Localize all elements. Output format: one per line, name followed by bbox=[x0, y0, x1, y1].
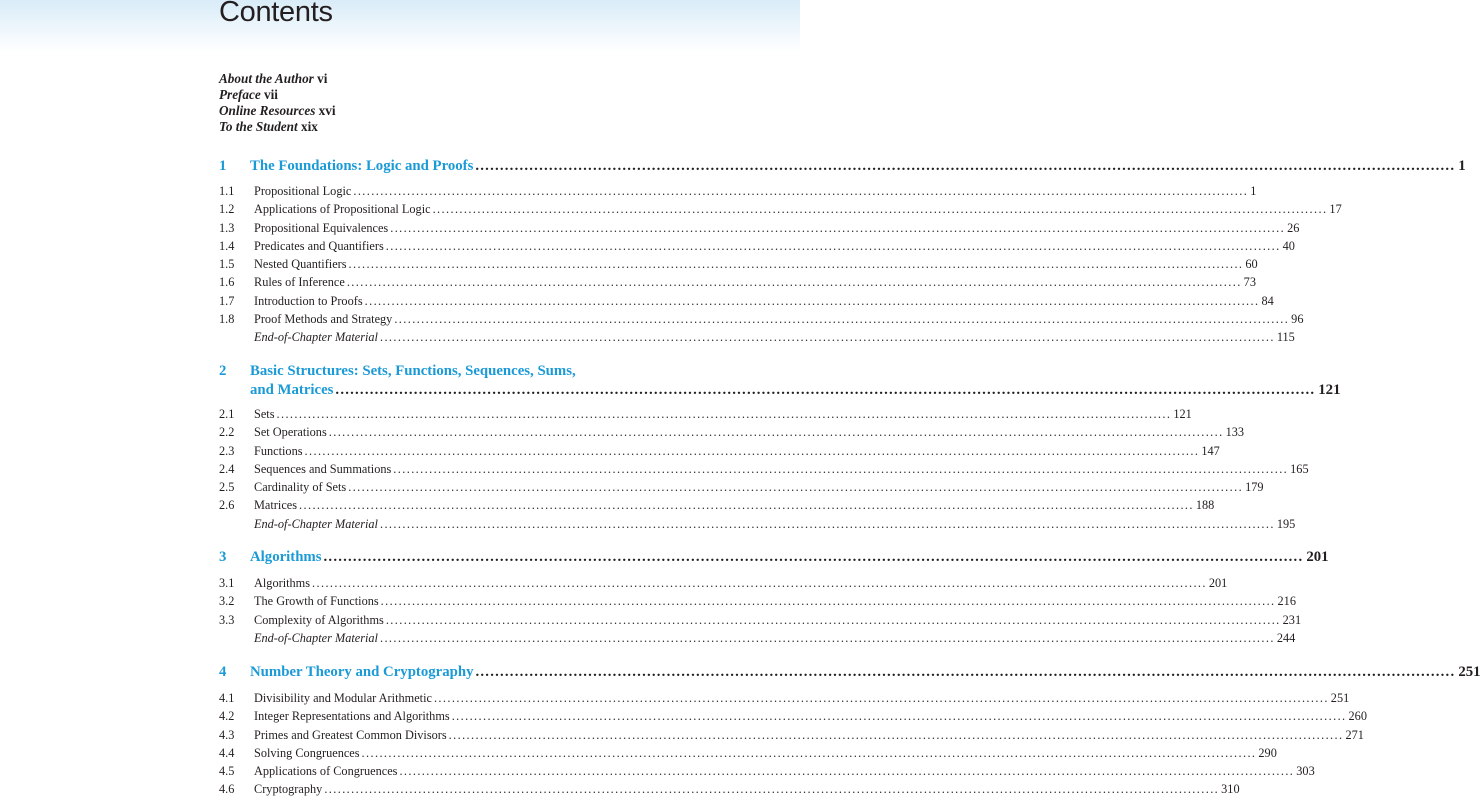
section-title: Sets bbox=[254, 407, 275, 421]
section-page: 147 bbox=[1201, 443, 1220, 458]
chapter-number: 3 bbox=[219, 549, 227, 565]
section-page: 260 bbox=[1348, 709, 1367, 724]
section-page: 179 bbox=[1245, 480, 1264, 495]
dot-leader: ........................................................................................................................................................................................................ bbox=[433, 691, 1329, 705]
section-page: 165 bbox=[1290, 461, 1309, 476]
section-number: 1.4 bbox=[219, 238, 235, 253]
section-title: End-of-Chapter Material bbox=[254, 330, 378, 345]
section-title: Integer Representations and Algorithms bbox=[254, 709, 450, 724]
chapter-2-sections bbox=[219, 405, 1309, 533]
dot-leader: ........................................................................................................................................................................................................ bbox=[385, 612, 1281, 627]
section-number: 4.3 bbox=[219, 727, 235, 742]
section-title: Proof Methods and Strategy bbox=[254, 312, 393, 327]
section-page: 195 bbox=[1276, 516, 1296, 531]
dot-leader: ........................................................................................................................................................................................................ bbox=[335, 382, 1316, 398]
chapter-title: Basic Structures: Sets, Functions, Sequences, Sums, bbox=[250, 363, 576, 379]
chapter-4-sections bbox=[219, 689, 1367, 799]
section-row[interactable] bbox=[219, 405, 1192, 423]
dot-leader: ........................................................................................................................................................................................................ bbox=[379, 630, 1275, 645]
dot-leader: ........................................................................................................................................................................................................ bbox=[323, 549, 1304, 565]
section-title: Cryptography bbox=[254, 782, 323, 797]
dot-leader: ........................................................................................................................................................................................................ bbox=[353, 184, 1249, 198]
section-number: 4.5 bbox=[219, 764, 235, 779]
section-row[interactable] bbox=[219, 689, 1350, 707]
chapter-number: 4 bbox=[219, 664, 227, 680]
section-number: 3.2 bbox=[219, 594, 235, 609]
front-matter-title: Online Resources bbox=[219, 103, 316, 118]
chapter-title: and Matrices bbox=[250, 382, 334, 398]
dot-leader: ........................................................................................................................................................................................................ bbox=[328, 425, 1224, 440]
section-row[interactable] bbox=[219, 460, 1309, 478]
chapter-1-sections bbox=[219, 182, 1342, 347]
section-page: 290 bbox=[1258, 745, 1277, 760]
section-title: Solving Congruences bbox=[254, 745, 360, 760]
dot-leader: ........................................................................................................................................................................................................ bbox=[348, 257, 1244, 272]
section-row[interactable] bbox=[219, 478, 1264, 496]
section-number: 1.8 bbox=[219, 312, 235, 327]
section-page: 17 bbox=[1329, 202, 1342, 217]
chapter-page: 251 bbox=[1458, 664, 1481, 680]
section-number: 1.5 bbox=[219, 257, 235, 272]
chapter-page: 201 bbox=[1306, 549, 1329, 565]
section-title: End-of-Chapter Material bbox=[254, 516, 378, 531]
section-row[interactable] bbox=[219, 515, 1296, 533]
dot-leader: ........................................................................................................................................................................................................ bbox=[448, 727, 1344, 742]
dot-leader: ........................................................................................................................................................................................................ bbox=[348, 480, 1244, 495]
section-title: The Growth of Functions bbox=[254, 594, 379, 609]
front-matter-page: xvi bbox=[318, 103, 336, 118]
dot-leader: ........................................................................................................................................................................................................ bbox=[432, 202, 1328, 217]
chapter-title: Algorithms bbox=[250, 549, 322, 565]
section-row[interactable] bbox=[219, 273, 1256, 291]
chapter-4-heading[interactable] bbox=[219, 663, 1481, 682]
chapter-3-sections bbox=[219, 574, 1302, 647]
section-page: 216 bbox=[1277, 594, 1296, 609]
chapter-3-heading[interactable] bbox=[219, 548, 1329, 567]
dot-leader: ........................................................................................................................................................................................................ bbox=[312, 576, 1207, 590]
section-page: 310 bbox=[1221, 782, 1240, 797]
section-page: 271 bbox=[1345, 727, 1364, 742]
section-title: Set Operations bbox=[254, 425, 327, 440]
section-row[interactable] bbox=[219, 780, 1240, 798]
page-title: Contents bbox=[219, 0, 333, 28]
section-title: Complexity of Algorithms bbox=[254, 612, 384, 627]
front-matter-list bbox=[219, 71, 336, 135]
front-matter-title: Preface bbox=[219, 87, 261, 102]
section-number: 4.4 bbox=[219, 745, 235, 760]
dot-leader: ........................................................................................................................................................................................................ bbox=[475, 664, 1456, 680]
front-matter-page: vi bbox=[317, 71, 328, 86]
section-number: 4.2 bbox=[219, 709, 235, 724]
section-number: 2.3 bbox=[219, 443, 235, 458]
dot-leader: ........................................................................................................................................................................................................ bbox=[393, 461, 1289, 476]
section-row[interactable] bbox=[219, 182, 1257, 200]
front-matter-item[interactable] bbox=[219, 71, 336, 87]
dot-leader: ........................................................................................................................................................................................................ bbox=[399, 764, 1295, 779]
section-title: Applications of Congruences bbox=[254, 764, 398, 779]
section-title: Introduction to Proofs bbox=[254, 293, 363, 308]
dot-leader: ........................................................................................................................................................................................................ bbox=[361, 745, 1257, 760]
section-page: 231 bbox=[1282, 612, 1302, 627]
chapter-number: 1 bbox=[219, 158, 227, 174]
section-row[interactable] bbox=[219, 707, 1367, 725]
section-page: 251 bbox=[1330, 691, 1350, 705]
dot-leader: ........................................................................................................................................................................................................ bbox=[394, 312, 1290, 327]
section-title: Nested Quantifiers bbox=[254, 257, 347, 272]
section-row[interactable] bbox=[219, 726, 1364, 744]
dot-leader: ........................................................................................................................................................................................................ bbox=[304, 443, 1200, 458]
dot-leader: ........................................................................................................................................................................................................ bbox=[346, 275, 1242, 290]
section-row[interactable] bbox=[219, 255, 1258, 273]
dot-leader: ........................................................................................................................................................................................................ bbox=[385, 238, 1281, 253]
dot-leader: ........................................................................................................................................................................................................ bbox=[324, 782, 1220, 797]
dot-leader: ........................................................................................................................................................................................................ bbox=[390, 220, 1286, 235]
section-title: Divisibility and Modular Arithmetic bbox=[254, 691, 432, 705]
chapter-title: Number Theory and Cryptography bbox=[250, 664, 474, 680]
section-row[interactable] bbox=[219, 574, 1228, 592]
section-title: Rules of Inference bbox=[254, 275, 345, 290]
section-page: 60 bbox=[1245, 257, 1258, 272]
dot-leader: ........................................................................................................................................................................................................ bbox=[379, 330, 1275, 345]
dot-leader: ........................................................................................................................................................................................................ bbox=[379, 516, 1275, 531]
section-title: Functions bbox=[254, 443, 303, 458]
section-number: 1.7 bbox=[219, 293, 235, 308]
section-page: 26 bbox=[1287, 220, 1300, 235]
section-number: 3.1 bbox=[219, 576, 235, 590]
chapter-title: The Foundations: Logic and Proofs bbox=[250, 158, 474, 174]
section-title: Cardinality of Sets bbox=[254, 480, 347, 495]
section-page: 84 bbox=[1261, 293, 1274, 308]
section-number: 2.2 bbox=[219, 425, 235, 440]
section-row[interactable] bbox=[219, 423, 1245, 441]
section-title: End-of-Chapter Material bbox=[254, 630, 378, 645]
front-matter-item[interactable] bbox=[219, 87, 336, 103]
section-page: 115 bbox=[1276, 330, 1295, 345]
section-title: Applications of Propositional Logic bbox=[254, 202, 431, 217]
section-number: 2.6 bbox=[219, 498, 235, 513]
section-row[interactable] bbox=[219, 592, 1296, 610]
section-page: 1 bbox=[1250, 184, 1257, 198]
section-row[interactable] bbox=[219, 237, 1295, 255]
front-matter-title: To the Student bbox=[219, 119, 298, 134]
section-row[interactable] bbox=[219, 200, 1342, 218]
section-title: Propositional Equivalences bbox=[254, 220, 389, 235]
front-matter-item[interactable] bbox=[219, 103, 336, 119]
section-number: 2.5 bbox=[219, 480, 235, 495]
front-matter-page: xix bbox=[300, 119, 318, 134]
section-number: 1.3 bbox=[219, 220, 235, 235]
section-title: Matrices bbox=[254, 498, 298, 513]
section-number: 1.6 bbox=[219, 275, 235, 290]
section-page: 96 bbox=[1291, 312, 1304, 327]
section-page: 244 bbox=[1276, 630, 1296, 645]
section-page: 303 bbox=[1296, 764, 1315, 779]
section-row[interactable] bbox=[219, 310, 1304, 328]
section-row[interactable] bbox=[219, 442, 1220, 460]
section-row[interactable] bbox=[219, 328, 1295, 346]
section-row[interactable] bbox=[219, 629, 1296, 647]
section-title: Algorithms bbox=[254, 576, 311, 590]
chapter-page: 121 bbox=[1318, 382, 1341, 398]
section-number: 4.6 bbox=[219, 782, 235, 797]
dot-leader: ........................................................................................................................................................................................................ bbox=[299, 498, 1194, 513]
dot-leader: ........................................................................................................................................................................................................ bbox=[276, 407, 1172, 421]
dot-leader: ........................................................................................................................................................................................................ bbox=[364, 293, 1260, 308]
section-row[interactable] bbox=[219, 496, 1215, 514]
section-number: 2.1 bbox=[219, 407, 235, 421]
front-matter-page: vii bbox=[264, 87, 278, 102]
section-title: Propositional Logic bbox=[254, 184, 352, 198]
section-number: 2.4 bbox=[219, 461, 235, 476]
section-row[interactable] bbox=[219, 611, 1302, 629]
section-page: 121 bbox=[1173, 407, 1192, 421]
dot-leader: ........................................................................................................................................................................................................ bbox=[475, 158, 1456, 174]
section-page: 133 bbox=[1225, 425, 1245, 440]
header-band bbox=[0, 0, 800, 52]
section-number: 1.1 bbox=[219, 184, 235, 198]
dot-leader: ........................................................................................................................................................................................................ bbox=[380, 594, 1276, 609]
section-number: 1.2 bbox=[219, 202, 235, 217]
chapter-page: 1 bbox=[1458, 158, 1466, 174]
section-page: 188 bbox=[1195, 498, 1215, 513]
chapter-2-heading[interactable] bbox=[219, 362, 1341, 400]
section-row[interactable] bbox=[219, 219, 1300, 237]
section-title: Primes and Greatest Common Divisors bbox=[254, 727, 447, 742]
section-page: 40 bbox=[1282, 238, 1295, 253]
section-number: 4.1 bbox=[219, 691, 235, 705]
section-row[interactable] bbox=[219, 762, 1315, 780]
section-title: Sequences and Summations bbox=[254, 461, 392, 476]
section-page: 73 bbox=[1243, 275, 1256, 290]
section-row[interactable] bbox=[219, 744, 1277, 762]
section-row[interactable] bbox=[219, 292, 1274, 310]
section-page: 201 bbox=[1208, 576, 1228, 590]
chapter-1-heading[interactable] bbox=[219, 157, 1466, 176]
section-number: 3.3 bbox=[219, 612, 235, 627]
front-matter-item[interactable] bbox=[219, 119, 336, 135]
dot-leader: ........................................................................................................................................................................................................ bbox=[451, 709, 1347, 724]
front-matter-title: About the Author bbox=[219, 71, 314, 86]
chapter-number: 2 bbox=[219, 363, 227, 379]
section-title: Predicates and Quantifiers bbox=[254, 238, 384, 253]
